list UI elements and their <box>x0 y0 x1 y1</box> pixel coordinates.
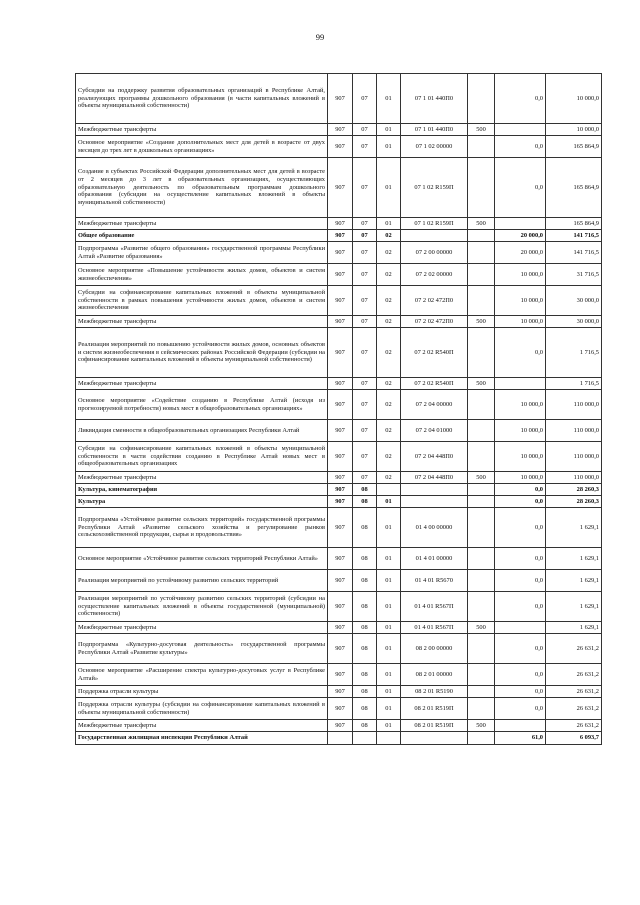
admin-code: 907 <box>328 698 353 720</box>
subsection-code <box>377 732 401 745</box>
amount-second: 26 631,2 <box>546 634 602 664</box>
target-code: 07 1 01 440П0 <box>401 74 468 124</box>
amount-first: 0,0 <box>495 74 546 124</box>
amount-second: 165 864,9 <box>546 218 602 230</box>
admin-code: 907 <box>328 124 353 136</box>
row-name: Поддержка отрасли культуры (субсидии на софинансирование капитальных вложений в объекты муниципальной собственности) <box>76 698 328 720</box>
section-code: 07 <box>353 316 377 328</box>
section-code: 08 <box>353 508 377 548</box>
amount-first: 10 000,0 <box>495 420 546 442</box>
target-code <box>401 732 468 745</box>
amount-second: 165 864,9 <box>546 136 602 158</box>
amount-second: 1 716,5 <box>546 328 602 378</box>
row-name: Межбюджетные трансферты <box>76 124 328 136</box>
amount-second: 26 631,2 <box>546 720 602 732</box>
target-code: 07 2 00 00000 <box>401 242 468 264</box>
amount-first: 0,0 <box>495 508 546 548</box>
page-number: 99 <box>315 32 325 42</box>
admin-code: 907 <box>328 570 353 592</box>
admin-code: 907 <box>328 328 353 378</box>
subsection-code: 02 <box>377 316 401 328</box>
row-name: Ликвидация сменности в общеобразовательных организациях Республики Алтай <box>76 420 328 442</box>
admin-code: 907 <box>328 548 353 570</box>
expense-type-code <box>468 686 495 698</box>
section-code: 08 <box>353 634 377 664</box>
table-row <box>76 390 602 420</box>
amount-first <box>495 124 546 136</box>
target-code: 01 4 01 00000 <box>401 548 468 570</box>
expense-type-code <box>468 496 495 508</box>
admin-code: 907 <box>328 218 353 230</box>
expense-type-code <box>468 328 495 378</box>
row-name: Реализация мероприятий по устойчивому развитию сельских территорий (субсидии на осуществление капитальных вложений в объекты государственной (муниципальной) собственности) <box>76 592 328 622</box>
expense-type-code <box>468 548 495 570</box>
amount-first: 0,0 <box>495 698 546 720</box>
amount-second: 10 000,0 <box>546 124 602 136</box>
expense-type-code: 500 <box>468 316 495 328</box>
row-name: Общее образование <box>76 230 328 242</box>
amount-first: 20 000,0 <box>495 242 546 264</box>
amount-first: 20 000,0 <box>495 230 546 242</box>
section-code: 07 <box>353 472 377 484</box>
section-code: 08 <box>353 592 377 622</box>
amount-first <box>495 622 546 634</box>
amount-first: 0,0 <box>495 496 546 508</box>
subsection-code: 02 <box>377 390 401 420</box>
admin-code: 907 <box>328 378 353 390</box>
row-name: Межбюджетные трансферты <box>76 720 328 732</box>
table-row <box>76 158 602 218</box>
target-code: 01 4 00 00000 <box>401 508 468 548</box>
expense-type-code: 500 <box>468 378 495 390</box>
target-code: 07 2 02 472П0 <box>401 286 468 316</box>
subsection-code: 01 <box>377 136 401 158</box>
row-name: Межбюджетные трансферты <box>76 218 328 230</box>
row-name: Подпрограмма «Устойчивое развитие сельских территорий» государственной программы Республики Алтай «Развитие сельского хозяйства и регулирование рынков сельскохозяйственной продукции, сырья и продовольствия» <box>76 508 328 548</box>
admin-code: 907 <box>328 420 353 442</box>
target-code: 07 1 02 00000 <box>401 136 468 158</box>
row-name: Реализация мероприятий по повышению устойчивости жилых домов, основных объектов и систем жизнеобеспечения в сейсмических районах Российской Федерации (субсидии на софинансирование капитальных вложений в объекты муниципальной собственности) <box>76 328 328 378</box>
target-code: 08 2 01 R519П <box>401 720 468 732</box>
subsection-code: 02 <box>377 442 401 472</box>
admin-code: 907 <box>328 622 353 634</box>
target-code: 07 2 04 448П0 <box>401 472 468 484</box>
section-code: 08 <box>353 570 377 592</box>
subsection-code: 01 <box>377 548 401 570</box>
section-code <box>353 732 377 745</box>
expense-type-code: 500 <box>468 472 495 484</box>
subsection-code: 01 <box>377 592 401 622</box>
table-row <box>76 508 602 548</box>
budget-table <box>75 73 602 745</box>
table-row <box>76 328 602 378</box>
subsection-code: 01 <box>377 698 401 720</box>
table-row <box>76 570 602 592</box>
section-code: 07 <box>353 390 377 420</box>
section-code: 08 <box>353 484 377 496</box>
amount-second: 110 000,0 <box>546 420 602 442</box>
section-code: 08 <box>353 548 377 570</box>
amount-second: 1 629,1 <box>546 622 602 634</box>
amount-first: 0,0 <box>495 328 546 378</box>
target-code: 07 1 02 R159П <box>401 218 468 230</box>
row-name: Поддержка отрасли культуры <box>76 686 328 698</box>
target-code: 01 4 01 R567П <box>401 622 468 634</box>
row-name: Межбюджетные трансферты <box>76 316 328 328</box>
expense-type-code <box>468 732 495 745</box>
row-name: Субсидии на софинансирование капитальных вложений в объекты муниципальной собственности в рамках повышения устойчивости жилых домов, объектов и систем жизнеобеспечения <box>76 286 328 316</box>
admin-code: 907 <box>328 592 353 622</box>
subsection-code: 01 <box>377 634 401 664</box>
subsection-code: 01 <box>377 720 401 732</box>
section-code: 07 <box>353 242 377 264</box>
admin-code: 907 <box>328 508 353 548</box>
amount-second: 1 629,1 <box>546 508 602 548</box>
table-row <box>76 316 602 328</box>
subsection-code: 01 <box>377 622 401 634</box>
subsection-code: 02 <box>377 264 401 286</box>
amount-first: 10 000,0 <box>495 316 546 328</box>
target-code: 07 1 01 440П0 <box>401 124 468 136</box>
expense-type-code <box>468 508 495 548</box>
table-row <box>76 548 602 570</box>
admin-code: 907 <box>328 242 353 264</box>
expense-type-code <box>468 390 495 420</box>
table-row <box>76 720 602 732</box>
table-row <box>76 496 602 508</box>
subsection-code: 02 <box>377 378 401 390</box>
target-code: 07 2 02 00000 <box>401 264 468 286</box>
admin-code <box>328 732 353 745</box>
admin-code: 907 <box>328 484 353 496</box>
table-row <box>76 442 602 472</box>
section-code: 07 <box>353 136 377 158</box>
amount-second: 1 629,1 <box>546 548 602 570</box>
admin-code: 907 <box>328 158 353 218</box>
subsection-code: 01 <box>377 124 401 136</box>
section-code: 07 <box>353 442 377 472</box>
amount-first: 61,0 <box>495 732 546 745</box>
amount-first: 0,0 <box>495 484 546 496</box>
section-code: 07 <box>353 74 377 124</box>
amount-second: 10 000,0 <box>546 74 602 124</box>
amount-second: 1 716,5 <box>546 378 602 390</box>
admin-code: 907 <box>328 472 353 484</box>
amount-first: 0,0 <box>495 136 546 158</box>
table-row <box>76 592 602 622</box>
amount-second: 110 000,0 <box>546 390 602 420</box>
amount-second: 30 000,0 <box>546 286 602 316</box>
expense-type-code <box>468 264 495 286</box>
table-row <box>76 622 602 634</box>
amount-first <box>495 720 546 732</box>
row-name: Межбюджетные трансферты <box>76 378 328 390</box>
admin-code: 907 <box>328 686 353 698</box>
table-row <box>76 664 602 686</box>
expense-type-code <box>468 286 495 316</box>
target-code: 07 1 02 R159П <box>401 158 468 218</box>
target-code: 08 2 00 00000 <box>401 634 468 664</box>
admin-code: 907 <box>328 496 353 508</box>
row-name: Государственная жилищная инспекция Республики Алтай <box>76 732 328 745</box>
target-code: 07 2 02 R540П <box>401 328 468 378</box>
admin-code: 907 <box>328 720 353 732</box>
amount-second: 26 631,2 <box>546 698 602 720</box>
row-name: Межбюджетные трансферты <box>76 622 328 634</box>
row-name: Основное мероприятие «Расширение спектра культурно-досуговых услуг в Республике Алтай» <box>76 664 328 686</box>
expense-type-code <box>468 136 495 158</box>
expense-type-code <box>468 74 495 124</box>
subsection-code: 02 <box>377 420 401 442</box>
subsection-code: 02 <box>377 286 401 316</box>
table-body <box>76 74 602 745</box>
expense-type-code <box>468 420 495 442</box>
section-code: 08 <box>353 686 377 698</box>
amount-second: 30 000,0 <box>546 316 602 328</box>
amount-first: 0,0 <box>495 592 546 622</box>
row-name: Подпрограмма «Культурно-досуговая деятельность» государственной программы Республики Алтай «Развитие культуры» <box>76 634 328 664</box>
section-code: 08 <box>353 496 377 508</box>
amount-first: 0,0 <box>495 548 546 570</box>
subsection-code: 01 <box>377 508 401 548</box>
amount-first: 10 000,0 <box>495 442 546 472</box>
table-row <box>76 686 602 698</box>
amount-second: 165 864,9 <box>546 158 602 218</box>
admin-code: 907 <box>328 286 353 316</box>
target-code: 01 4 01 R5670 <box>401 570 468 592</box>
subsection-code: 02 <box>377 230 401 242</box>
table-row <box>76 264 602 286</box>
expense-type-code <box>468 664 495 686</box>
target-code: 07 2 04 01000 <box>401 420 468 442</box>
amount-second: 26 631,2 <box>546 686 602 698</box>
row-name: Создание в субъектах Российской Федерации дополнительных мест для детей в возрасте от 2 месяцев до 3 лет в образовательных организациях, осуществляющих образовательную деятельность по образовательным программам дошкольного образования (субсидии на осуществление капитальных вложений в объекты муниципальной собственности) <box>76 158 328 218</box>
row-name: Основное мероприятие «Повышение устойчивости жилых домов, объектов и систем жизнеобеспечения» <box>76 264 328 286</box>
table-row <box>76 732 602 745</box>
table-row <box>76 484 602 496</box>
table-row <box>76 378 602 390</box>
target-code: 08 2 01 R5190 <box>401 686 468 698</box>
subsection-code: 01 <box>377 74 401 124</box>
admin-code: 907 <box>328 74 353 124</box>
expense-type-code <box>468 698 495 720</box>
subsection-code: 01 <box>377 664 401 686</box>
row-name: Основное мероприятие «Устойчивое развитие сельских территорий Республики Алтай» <box>76 548 328 570</box>
target-code <box>401 230 468 242</box>
section-code: 07 <box>353 328 377 378</box>
expense-type-code: 500 <box>468 622 495 634</box>
admin-code: 907 <box>328 230 353 242</box>
amount-second: 110 000,0 <box>546 442 602 472</box>
section-code: 07 <box>353 264 377 286</box>
subsection-code: 02 <box>377 328 401 378</box>
amount-second: 1 629,1 <box>546 592 602 622</box>
amount-first: 0,0 <box>495 664 546 686</box>
target-code: 08 2 01 R519П <box>401 698 468 720</box>
section-code: 08 <box>353 664 377 686</box>
target-code: 07 2 04 00000 <box>401 390 468 420</box>
expense-type-code <box>468 230 495 242</box>
admin-code: 907 <box>328 442 353 472</box>
admin-code: 907 <box>328 316 353 328</box>
section-code: 07 <box>353 378 377 390</box>
row-name: Основное мероприятие «Содействие созданию в Республике Алтай (исходя из прогнозируемой потребности) новых мест в общеобразовательных организациях» <box>76 390 328 420</box>
expense-type-code: 500 <box>468 124 495 136</box>
table-row <box>76 420 602 442</box>
table-row <box>76 230 602 242</box>
expense-type-code: 500 <box>468 218 495 230</box>
section-code: 08 <box>353 622 377 634</box>
expense-type-code: 500 <box>468 720 495 732</box>
subsection-code: 02 <box>377 242 401 264</box>
section-code: 07 <box>353 420 377 442</box>
row-name: Межбюджетные трансферты <box>76 472 328 484</box>
section-code: 08 <box>353 720 377 732</box>
amount-second: 141 716,5 <box>546 242 602 264</box>
target-code <box>401 496 468 508</box>
target-code: 07 2 02 R540П <box>401 378 468 390</box>
amount-second: 1 629,1 <box>546 570 602 592</box>
expense-type-code <box>468 634 495 664</box>
amount-first: 0,0 <box>495 570 546 592</box>
row-name: Субсидии на софинансирование капитальных вложений в объекты муниципальной собственности в части содействия созданию в Республике Алтай новых мест в общеобразовательных организациях <box>76 442 328 472</box>
section-code: 07 <box>353 218 377 230</box>
table-row <box>76 634 602 664</box>
amount-second: 28 260,3 <box>546 496 602 508</box>
subsection-code: 01 <box>377 570 401 592</box>
subsection-code: 02 <box>377 472 401 484</box>
row-name: Субсидии на поддержку развития образовательных организаций в Республике Алтай, реализующих программы дошкольного образования (в части капитальных вложений в объекты муниципальной собственности) <box>76 74 328 124</box>
table-row <box>76 286 602 316</box>
subsection-code: 01 <box>377 218 401 230</box>
section-code: 08 <box>353 698 377 720</box>
amount-first <box>495 218 546 230</box>
expense-type-code <box>468 158 495 218</box>
amount-first: 0,0 <box>495 686 546 698</box>
section-code: 07 <box>353 286 377 316</box>
section-code: 07 <box>353 230 377 242</box>
target-code: 01 4 01 R567П <box>401 592 468 622</box>
expense-type-code <box>468 242 495 264</box>
amount-first <box>495 378 546 390</box>
expense-type-code <box>468 592 495 622</box>
expense-type-code <box>468 484 495 496</box>
amount-second: 141 716,5 <box>546 230 602 242</box>
row-name: Реализация мероприятий по устойчивому развитию сельских территорий <box>76 570 328 592</box>
expense-type-code <box>468 442 495 472</box>
admin-code: 907 <box>328 664 353 686</box>
target-code <box>401 484 468 496</box>
row-name: Основное мероприятие «Создание дополнительных мест для детей в возрасте от двух месяцев до трех лет в дошкольных организациях» <box>76 136 328 158</box>
table-row <box>76 698 602 720</box>
amount-second: 31 716,5 <box>546 264 602 286</box>
amount-second: 6 093,7 <box>546 732 602 745</box>
target-code: 07 2 02 472П0 <box>401 316 468 328</box>
subsection-code <box>377 484 401 496</box>
table-row <box>76 242 602 264</box>
amount-first: 10 000,0 <box>495 472 546 484</box>
table-row <box>76 218 602 230</box>
table-row <box>76 472 602 484</box>
amount-first: 10 000,0 <box>495 264 546 286</box>
subsection-code: 01 <box>377 158 401 218</box>
row-name: Подпрограмма «Развитие общего образования» государственной программы Республики Алтай «Развитие образования» <box>76 242 328 264</box>
admin-code: 907 <box>328 390 353 420</box>
amount-first: 10 000,0 <box>495 286 546 316</box>
amount-second: 26 631,2 <box>546 664 602 686</box>
admin-code: 907 <box>328 136 353 158</box>
table-row <box>76 124 602 136</box>
subsection-code: 01 <box>377 496 401 508</box>
admin-code: 907 <box>328 634 353 664</box>
amount-second: 28 260,3 <box>546 484 602 496</box>
table-row <box>76 136 602 158</box>
row-name: Культура, кинематография <box>76 484 328 496</box>
amount-first: 10 000,0 <box>495 390 546 420</box>
row-name: Культура <box>76 496 328 508</box>
subsection-code: 01 <box>377 686 401 698</box>
target-code: 07 2 04 448П0 <box>401 442 468 472</box>
expense-type-code <box>468 570 495 592</box>
amount-first: 0,0 <box>495 634 546 664</box>
amount-second: 110 000,0 <box>546 472 602 484</box>
amount-first: 0,0 <box>495 158 546 218</box>
section-code: 07 <box>353 124 377 136</box>
admin-code: 907 <box>328 264 353 286</box>
table-row <box>76 74 602 124</box>
section-code: 07 <box>353 158 377 218</box>
target-code: 08 2 01 00000 <box>401 664 468 686</box>
